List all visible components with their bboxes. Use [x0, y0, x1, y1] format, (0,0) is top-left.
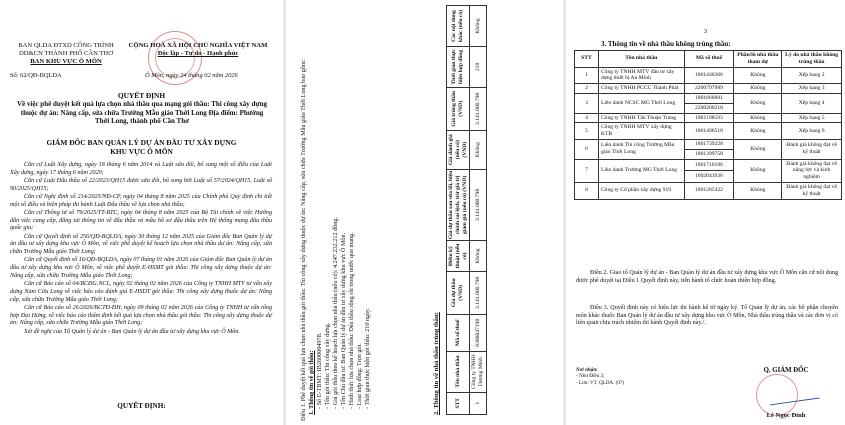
table-cell: Không [734, 182, 782, 199]
issuer-line: BAN KHU VỰC Ô MÔN [30, 58, 102, 66]
recipient-line: - Lưu: VT, QLDA. (07) [576, 379, 625, 386]
table-cell: Không [734, 67, 782, 84]
table-cell: 3.141.000.798 [470, 271, 487, 314]
table-cell: 1602041936 [684, 171, 734, 183]
issuer-header [6, 42, 126, 67]
table-cell: Không [734, 123, 782, 140]
column-header: Giá đánh giá (nếu có) (VND) [447, 130, 470, 169]
recital: Căn cứ Nghị định số 214/2025/NĐ-CP, ngày 04 tháng 8 năm 2025 của Chính phủ Quy định chi tiết một số điều và biện pháp thi hành Luật Đấu thầu về lựa chọn nhà thầu; [10, 194, 272, 208]
table-cell: Xếp hạng 5 [782, 113, 842, 123]
table-cell: 8 [575, 182, 599, 199]
table-cell: 6 [575, 139, 599, 159]
article-1 [300, 9, 372, 421]
table-cell: Công ty TNHH Tân Thuận Trung [598, 113, 684, 123]
national-motto: Độc lập - Tự do - Hạnh phúc [157, 50, 239, 58]
table-header-row [575, 51, 842, 68]
section-3-title: 3. Thông tin về nhà thầu không trúng thầu: [601, 40, 731, 48]
column-header: STT [575, 51, 599, 68]
recitals [10, 162, 272, 337]
recital: Căn cứ Báo cáo số 26/2026/BCTĐ-ĐH, ngày 09 tháng 02 năm 2026 của Công ty TNHH tư vấn tổng hợp Đại Hưng, về việc báo cáo thẩm định kết quả lựa chọn nhà thầu gói thầu: Thi công xây dựng thuộc dự án: Nâng cấp, sửa chữa Trường Mẫu giáo Thới Long; [10, 304, 272, 327]
page-number: 3 [703, 28, 708, 35]
column-header: Giá dự thầu sau sửa lỗi, hiệu chỉnh sai lệch, trừ giá trị giảm giá (nếu có) (VND) [447, 169, 470, 241]
table-cell: 2 [575, 84, 599, 94]
column-header: Các nội dung khác (nếu có) [447, 6, 470, 47]
table-cell: Không [734, 84, 782, 94]
authority-line: GIÁM ĐỐC BAN QUẢN LÝ DỰ ÁN ĐẦU TƯ XÂY DỰNG [46, 138, 237, 147]
table-cell: Xếp hạng 3 [782, 84, 842, 94]
national-header [118, 42, 278, 58]
table-cell: 1801399758 [684, 149, 734, 159]
recital: Căn cứ Luật Đấu thầu số 22/2023/QH15 được sửa đổi, bổ sung bởi Luật số 57/2024/QH15, Luật số 90/2025/QH15; [10, 178, 272, 192]
column-header: Thời gian thực hiện hợp đồng [447, 46, 470, 87]
table-cell: Liên danh Trường MG Thới Long [598, 159, 684, 182]
article-3: Điều 3. Quyết định này có hiệu lực thi hành kể từ ngày ký. Tổ Quản lý dự án, các bộ phận chuyên môn khác thuộc Ban Quản lý dự án đầu tư xây dựng khu vực Ô Môn, Nhà thầu trúng thầu và các đơn vị có liên quan chịu trách nhiệm thi hành Quyết định này./. [576, 305, 838, 327]
package-info-line: - Số E-TBMT: IB2600004978. [315, 332, 323, 409]
document-page-1 [0, 0, 283, 425]
document-number: Số: 62/QĐ-BQLDA [10, 72, 62, 79]
table-cell: 1801285422 [684, 182, 734, 199]
table-cell: 1801716196 [684, 159, 734, 171]
table-cell: Không [734, 93, 782, 113]
table-cell: 6300047190 [470, 314, 487, 351]
signer-name: Lê Ngọc Đỉnh [766, 412, 806, 419]
column-header: Lý do nhà thầu không trúng thầu [782, 51, 842, 68]
recital: Căn cứ Thông tư số 79/2025/TT-BTC, ngày 04 tháng 8 năm 2025 của Bộ Tài chính về việc Hướng dẫn việc cung cấp, đăng tải thông tin về đấu thầu và mẫu hồ sơ đấu thầu trên Hệ thống mạng đấu thầu quốc gia; [10, 210, 272, 232]
issuer-line: DD&CN THÀNH PHỐ CẦN THƠ [19, 50, 113, 58]
table-cell: Công ty Cổ phần xây dựng 919 [598, 182, 684, 199]
table-cell: Liên danh Thi công Trường Mẫu giáo Thới Long [598, 139, 684, 159]
table-cell: 5 [575, 123, 599, 140]
recital: Căn cứ Luật Xây dựng, ngày 18 tháng 6 năm 2014 và Luật sửa đổi, bổ sung một số điều của Luật Xây dựng, ngày 17 tháng 6 năm 2020; [10, 162, 272, 176]
article-2: Điều 2. Giao tổ Quản lý dự án - Ban Quản lý dự án đầu tư xây dựng khu vực Ô Môn căn cứ nội dung được phê duyệt tại Điều 1 Quyết định này, tiến hành tổ chức hoàn thiện hợp đồng. [576, 270, 838, 284]
recipient-line: - Như Điều 3; [576, 373, 605, 380]
table-row [575, 159, 842, 171]
recipients-block [576, 367, 624, 386]
table-cell: Đánh giá không đạt về kỹ thuật [782, 182, 842, 199]
issuer-line: BAN QLDA ĐTXD CÔNG TRÌNH [18, 42, 114, 49]
table-row [470, 6, 487, 415]
table-cell: Xếp hạng 4 [782, 93, 842, 113]
table-cell: 4 [575, 113, 599, 123]
column-header: Điểm kỹ thuật (nếu có) [447, 241, 470, 272]
winning-bidder-table [446, 5, 487, 415]
table-row [575, 93, 842, 103]
package-info-line: - Tên gói thầu: Thi công xây dựng. [323, 322, 331, 409]
decision-heading: QUYẾT ĐỊNH: [117, 402, 166, 410]
rotated-content [286, 0, 563, 425]
section-2-title: 2. Thông tin về nhà thầu trúng thầu: [433, 312, 440, 415]
column-header: Tên nhà thầu [598, 51, 684, 68]
table-cell: Không [470, 6, 487, 47]
section-1-title: 1. Thông tin về gói thầu: [307, 350, 315, 415]
table-cell: 1801406518 [684, 123, 734, 140]
column-header: Giá dự thầu (VND) [447, 271, 470, 314]
table-row [575, 139, 842, 149]
table-row [575, 84, 842, 94]
column-header: Phần/lô nhà thầu tham dự [734, 51, 782, 68]
table-cell: 1801666001 [684, 93, 734, 103]
table-row [575, 182, 842, 199]
recital: Căn cứ Báo cáo số 04/BCĐG.NCL, ngày 02 tháng 02 năm 2026 của Công ty TNHH MTV tư vấn xây dựng Nam Cửu Long về việc báo cáo đánh giá E-HSDT gói thầu: Thi công xây dựng thuộc dự án: Nâng cấp, sửa chữa Trường Mẫu giáo Thới Long; [10, 281, 272, 303]
table-cell: 1 [470, 392, 487, 414]
table-cell: Không [470, 241, 487, 272]
table-cell: 2200797989 [684, 84, 734, 94]
package-info-line: - Tên Chủ đầu tư: Ban Quản lý dự án đầu tư xây dựng khu vực Ô Môn. [339, 232, 347, 409]
package-info-line: - Loại hợp đồng: Trọn gói. [355, 343, 363, 409]
package-info-line: - Thời gian thực hiện gói thầu: 210 ngày. [363, 307, 371, 409]
package-info-line: - Hình thức lựa chọn nhà thầu: Đấu thầu rộng rãi trong nước qua mạng. [347, 232, 355, 409]
table-cell: 3.141.000.798 [470, 169, 487, 241]
column-header: Tên nhà thầu [447, 351, 470, 392]
recital: Xét đề nghị của Tổ Quản lý dự án - Ban Quản lý dự án đầu tư xây dựng khu vực Ô Môn. [24, 328, 240, 335]
table-cell: Đánh giá không đạt về kỹ thuật [782, 139, 842, 159]
national-title: CỘNG HOÀ XÃ HỘI CHỦ NGHĨA VIỆT NAM [128, 42, 268, 49]
column-header: Mã số thuế [684, 51, 734, 68]
table-cell: Xếp hạng 6 [782, 123, 842, 140]
authority-line: KHU VỰC Ô MÔN [110, 147, 173, 156]
recipients-heading: Nơi nhận: [576, 367, 598, 373]
table-cell: 1801198593 [684, 113, 734, 123]
table-cell: Công ty TNHH PCCC Thành Phát [598, 84, 684, 94]
document-date: Ô Môn, ngày 24 tháng 02 năm 2026 [145, 72, 238, 79]
table-cell: 7 [575, 159, 599, 182]
table-cell: Không [734, 113, 782, 123]
table-cell: 1801739228 [684, 139, 734, 149]
document-subject: Về việc phê duyệt kết quả lựa chọn nhà thầu qua mạng gói thầu: Thi công xây dựng thuộc dự án: Nâng cấp, sửa chữa Trường Mẫu giáo Thới Long Địa điểm: Phường Thới Long, thành phố Cần Thơ [16, 100, 268, 126]
document-type: QUYẾT ĐỊNH [117, 91, 166, 100]
issuing-authority [0, 138, 283, 156]
table-header-row [447, 6, 470, 415]
document-page-3 [566, 0, 845, 425]
column-header: STT [447, 392, 470, 414]
table-row [575, 113, 842, 123]
column-header: Mã số thuế [447, 314, 470, 351]
signer-title: Q. GIÁM ĐỐC [763, 367, 809, 374]
table-cell: Công ty TNHH MTV đầu tư xây dựng thiết bị An Minh [598, 67, 684, 84]
table-cell: 210 [470, 46, 487, 87]
table-cell: Công ty TNHH MTV xây dựng KTB [598, 123, 684, 140]
table-cell: Liên danh NCSC MG Thới Long [598, 93, 684, 113]
table-cell: 3.141.000.798 [470, 87, 487, 130]
table-cell: 2200200218 [684, 103, 734, 113]
recital: Căn cứ Quyết định số 256/QĐ-BQLDA, ngày 30 tháng 12 năm 2025 của Giám đốc Ban Quản lý dự án đầu tư xây dựng khu vực Ô Môn, về việc phê duyệt kế hoạch lựa chọn nhà thầu dự án: Nâng cấp, sửa chữa Trường Mẫu giáo Thới Long; [10, 233, 272, 256]
table-cell: Công ty TNHH Dương Minh [470, 351, 487, 392]
table-cell: 3 [575, 93, 599, 113]
package-info-line: - Giá gói thầu theo kế hoạch lựa chọn nhà thầu (nếu có): 4.247.232.212 đồng. [331, 216, 339, 409]
table-row [575, 67, 842, 84]
table-row [575, 123, 842, 140]
table-cell: 1 [575, 67, 599, 84]
recital: Căn cứ Quyết định số 16/QĐ-BQLDA, ngày 07 tháng 01 năm 2026 của Giám đốc Ban Quản lý dự án đầu tư xây dựng khu vực Ô Môn, về việc phê duyệt E-HSMT gói thầu: Thi công xây dựng thuộc dự án: Nâng cấp, sửa chữa Trường Mẫu giáo Thới Long; [10, 257, 272, 279]
table-cell: Không [470, 130, 487, 169]
table-cell: Không [734, 139, 782, 159]
table-cell: 1801446366 [684, 67, 734, 84]
losing-bidders-table [574, 50, 842, 200]
column-header: Giá trúng thầu (VND) [447, 87, 470, 130]
table-cell: Xếp hạng 2 [782, 67, 842, 84]
document-page-2 [286, 0, 563, 425]
article-1-intro: Điều 1. Phê duyệt kết quả lựa chọn nhà thầu gói thầu: Thi công xây dựng thuộc dự án: Nâng cấp, sửa chữa Trường Mẫu giáo Thới Long bao gồm: [300, 59, 307, 421]
table-cell: Không [734, 159, 782, 182]
table-cell: Đánh giá không đạt về năng lực và kinh nghiệm [782, 159, 842, 182]
